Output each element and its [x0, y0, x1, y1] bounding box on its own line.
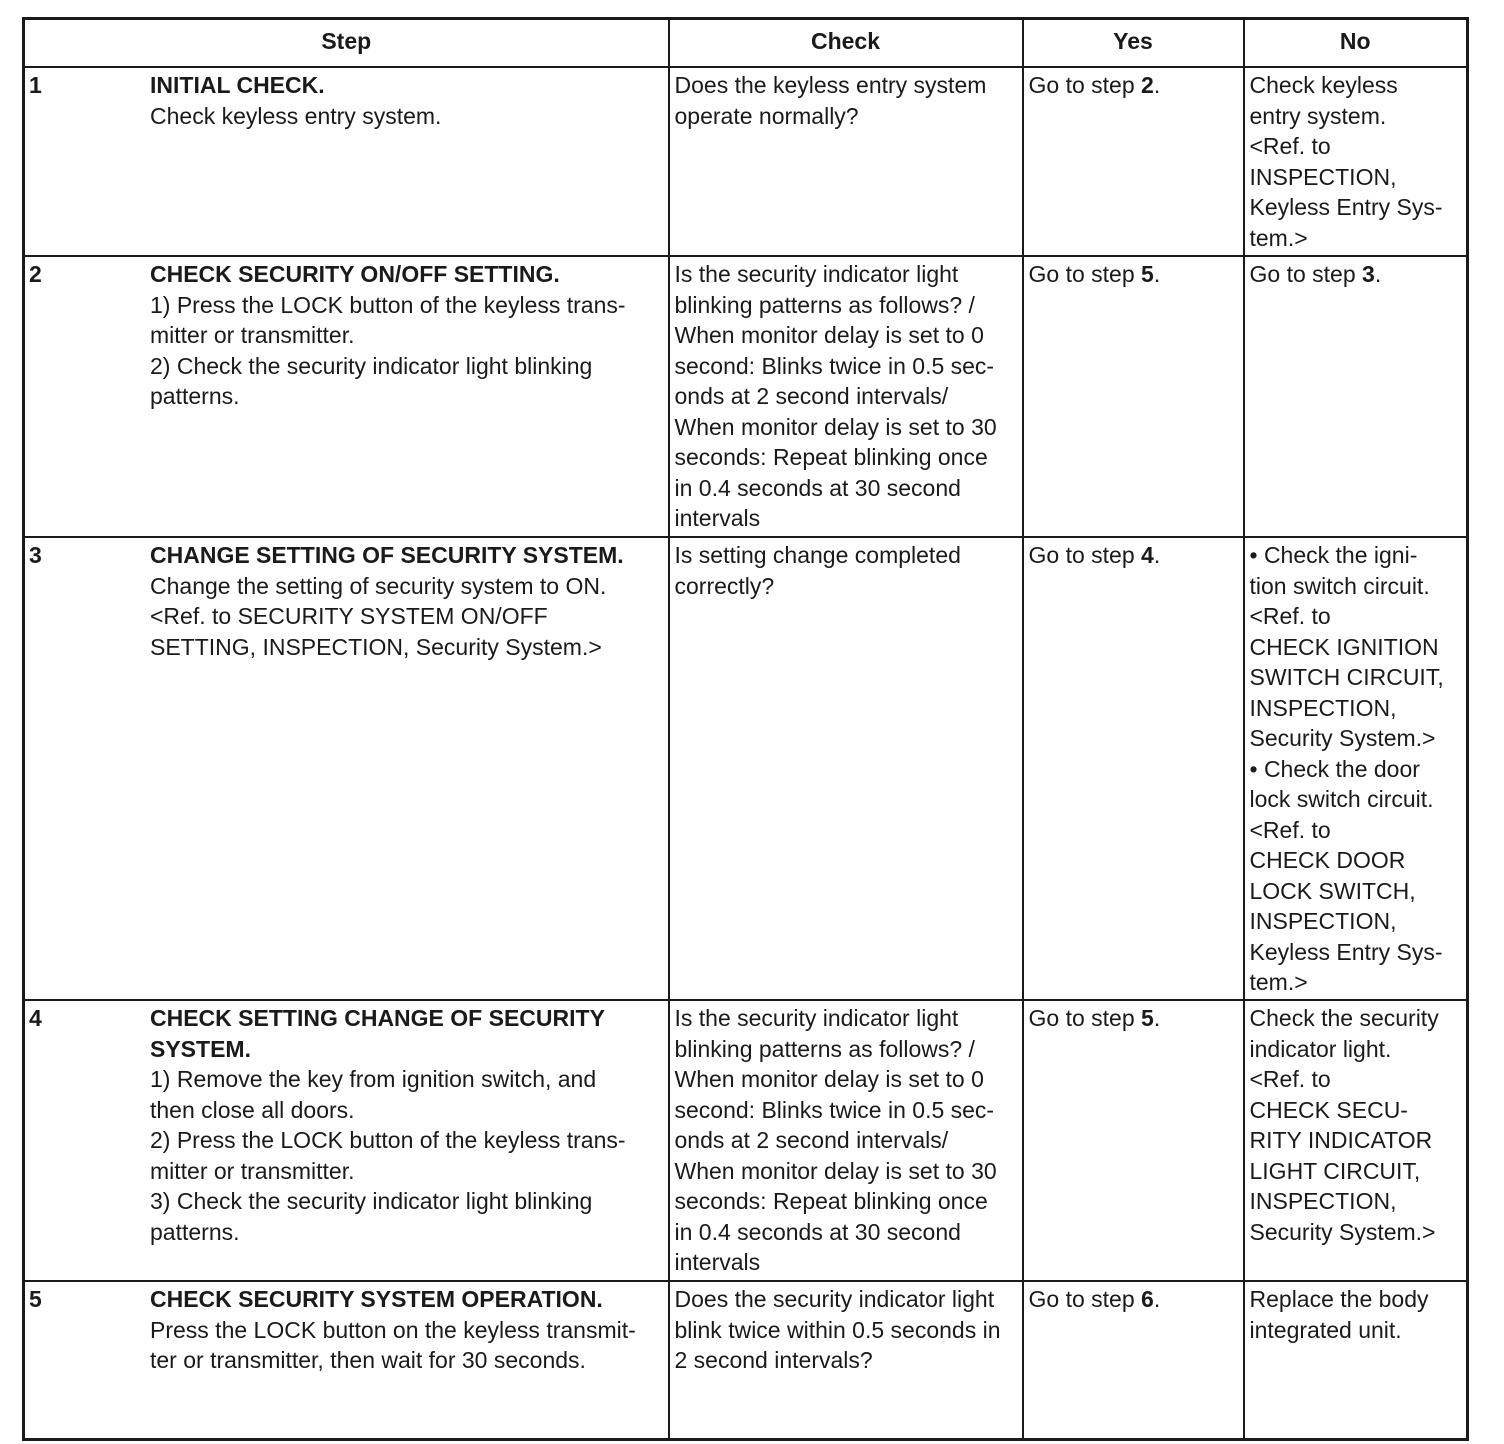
no-line: INSPECTION,	[1249, 163, 1397, 190]
no-line: tem.>	[1249, 224, 1308, 251]
step-line: Check keyless entry system.	[150, 102, 442, 129]
check-cell	[669, 537, 1023, 1000]
step-line: Press the LOCK button on the keyless transmit-	[150, 1316, 636, 1343]
no-cell	[1244, 67, 1468, 256]
check-line: Is the security indicator light	[674, 1005, 959, 1031]
check-line: onds at 2 second intervals/	[674, 1127, 949, 1153]
step-line: 2) Check the security indicator light blinking	[150, 352, 593, 379]
step-title: SYSTEM.	[150, 1035, 251, 1062]
no-line: INSPECTION,	[1249, 694, 1397, 721]
no-line: <Ref. to	[1249, 816, 1331, 843]
no-line: • Check the igni-	[1249, 542, 1418, 568]
check-line: in 0.4 seconds at 30 second	[674, 474, 961, 501]
header-no: No	[1244, 19, 1468, 68]
step-title: CHANGE SETTING OF SECURITY SYSTEM.	[150, 542, 624, 568]
check-line: intervals	[674, 1249, 761, 1275]
step-line: 3) Check the security indicator light blinking	[150, 1188, 593, 1214]
no-line: Security System.>	[1249, 1218, 1436, 1245]
step-number: 1	[29, 72, 42, 98]
no-line: INSPECTION,	[1249, 908, 1397, 934]
no-cell	[1244, 1281, 1468, 1439]
step-number: 2	[29, 261, 42, 287]
step-title: CHECK SECURITY ON/OFF SETTING.	[150, 261, 560, 287]
no-line: entry system.	[1249, 102, 1387, 129]
no-line: Check keyless	[1249, 72, 1398, 98]
no-line: SWITCH CIRCUIT,	[1249, 664, 1444, 690]
yes-step-number: 5	[1141, 261, 1154, 287]
no-suffix: .	[1374, 261, 1382, 287]
check-cell	[669, 256, 1023, 537]
yes-step-number: 6	[1141, 1286, 1154, 1312]
check-line: Does the security indicator light	[674, 1286, 995, 1312]
step-cell	[24, 67, 669, 256]
no-line: INSPECTION,	[1249, 1188, 1397, 1214]
no-cell	[1244, 1000, 1468, 1281]
yes-step-number: 2	[1141, 72, 1154, 98]
header-check: Check	[669, 19, 1023, 68]
table-row	[24, 1000, 1468, 1281]
step-text	[150, 70, 664, 131]
yes-text: Go to step	[1028, 72, 1142, 98]
step-title: INITIAL CHECK.	[150, 72, 325, 98]
check-line: second: Blinks twice in 0.5 sec-	[674, 1096, 995, 1123]
check-cell	[669, 1000, 1023, 1281]
check-line: seconds: Repeat blinking once	[674, 444, 988, 470]
no-line: Check the security	[1249, 1005, 1439, 1031]
table-row	[24, 67, 1468, 256]
no-line: CHECK IGNITION	[1249, 633, 1439, 660]
no-line: LIGHT CIRCUIT,	[1249, 1157, 1421, 1184]
no-line: indicator light.	[1249, 1035, 1392, 1062]
no-line: tem.>	[1249, 969, 1308, 995]
step-cell	[24, 1281, 669, 1439]
no-line: • Check the door	[1249, 755, 1420, 782]
step-number: 3	[29, 542, 42, 568]
check-line: seconds: Repeat blinking once	[674, 1188, 988, 1214]
step-line: patterns.	[150, 1218, 240, 1245]
no-line: Keyless Entry Sys-	[1249, 194, 1443, 220]
header-step: Step	[24, 19, 669, 68]
check-line: second: Blinks twice in 0.5 sec-	[674, 352, 995, 379]
step-cell	[24, 537, 669, 1000]
step-line: patterns.	[150, 383, 240, 409]
yes-suffix: .	[1153, 72, 1161, 98]
check-line: Is setting change completed	[674, 542, 961, 568]
check-cell	[669, 1281, 1023, 1439]
no-step-number: 3	[1362, 261, 1375, 287]
no-line: Replace the body	[1249, 1286, 1429, 1312]
no-cell	[1244, 256, 1468, 537]
check-line: onds at 2 second intervals/	[674, 383, 949, 409]
check-cell	[669, 67, 1023, 256]
step-text	[150, 1003, 664, 1247]
check-line: blink twice within 0.5 seconds in	[674, 1316, 1001, 1343]
check-line: When monitor delay is set to 0	[674, 322, 984, 348]
no-line: <Ref. to	[1249, 603, 1331, 629]
yes-suffix: .	[1153, 542, 1161, 568]
troubleshooting-table	[22, 17, 1469, 1441]
yes-cell	[1023, 67, 1244, 256]
step-line: ter or transmitter, then wait for 30 seconds.	[150, 1347, 586, 1373]
step-number: 4	[29, 1005, 42, 1031]
step-line: mitter or transmitter.	[150, 1157, 355, 1184]
check-line: blinking patterns as follows? /	[674, 291, 975, 318]
no-line: lock switch circuit.	[1249, 786, 1434, 812]
step-cell	[24, 1000, 669, 1281]
yes-cell	[1023, 1281, 1244, 1439]
no-line: Security System.>	[1249, 725, 1436, 751]
step-line: then close all doors.	[150, 1096, 355, 1123]
step-text	[150, 259, 664, 412]
no-line: <Ref. to	[1249, 133, 1331, 159]
step-line: Change the setting of security system to ON.	[150, 572, 607, 599]
step-line: 2) Press the LOCK button of the keyless trans-	[150, 1127, 626, 1153]
table-row	[24, 256, 1468, 537]
yes-text: Go to step	[1028, 261, 1142, 287]
yes-cell	[1023, 1000, 1244, 1281]
no-line: tion switch circuit.	[1249, 572, 1430, 599]
check-line: Is the security indicator light	[674, 261, 959, 287]
step-line: SETTING, INSPECTION, Security System.>	[150, 633, 602, 660]
no-line: LOCK SWITCH,	[1249, 877, 1416, 904]
yes-text: Go to step	[1028, 542, 1142, 568]
check-line: blinking patterns as follows? /	[674, 1035, 975, 1062]
step-title: CHECK SETTING CHANGE OF SECURITY	[150, 1005, 605, 1031]
step-cell	[24, 256, 669, 537]
step-line: mitter or transmitter.	[150, 322, 355, 348]
table-row	[24, 537, 1468, 1000]
yes-cell	[1023, 537, 1244, 1000]
check-line: correctly?	[674, 572, 775, 599]
step-line: <Ref. to SECURITY SYSTEM ON/OFF	[150, 603, 548, 629]
step-title: CHECK SECURITY SYSTEM OPERATION.	[150, 1286, 603, 1312]
step-line: 1) Remove the key from ignition switch, and	[150, 1066, 597, 1092]
check-line: When monitor delay is set to 0	[674, 1066, 984, 1092]
yes-text: Go to step	[1028, 1286, 1142, 1312]
check-line: When monitor delay is set to 30	[674, 413, 997, 440]
check-line: operate normally?	[674, 102, 859, 129]
yes-text: Go to step	[1028, 1005, 1142, 1031]
check-line: intervals	[674, 505, 761, 531]
table-row	[24, 1281, 1468, 1439]
no-line: <Ref. to	[1249, 1066, 1331, 1092]
yes-cell	[1023, 256, 1244, 537]
no-cell	[1244, 537, 1468, 1000]
yes-step-number: 5	[1141, 1005, 1154, 1031]
header-row	[24, 19, 1468, 68]
yes-step-number: 4	[1141, 542, 1154, 568]
yes-suffix: .	[1153, 1005, 1161, 1031]
no-line: Keyless Entry Sys-	[1249, 938, 1443, 965]
yes-suffix: .	[1153, 1286, 1161, 1312]
no-text: Go to step	[1249, 261, 1363, 287]
no-line: integrated unit.	[1249, 1316, 1402, 1343]
check-line: in 0.4 seconds at 30 second	[674, 1218, 961, 1245]
step-number: 5	[29, 1286, 42, 1312]
no-line: CHECK SECU-	[1249, 1096, 1408, 1123]
step-line: 1) Press the LOCK button of the keyless trans-	[150, 291, 626, 318]
no-line: CHECK DOOR	[1249, 847, 1406, 873]
step-text	[150, 1284, 664, 1376]
header-yes: Yes	[1023, 19, 1244, 68]
check-line: 2 second intervals?	[674, 1347, 873, 1373]
check-line: When monitor delay is set to 30	[674, 1157, 997, 1184]
yes-suffix: .	[1153, 261, 1161, 287]
step-text	[150, 540, 664, 662]
no-line: RITY INDICATOR	[1249, 1127, 1433, 1153]
check-line: Does the keyless entry system	[674, 72, 987, 98]
